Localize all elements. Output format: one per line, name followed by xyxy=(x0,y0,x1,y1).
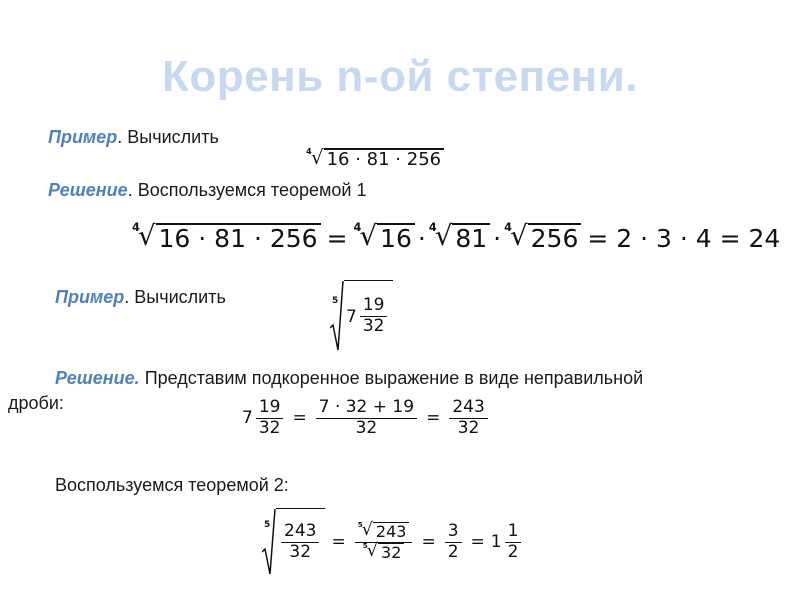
radical-index: 4 xyxy=(353,221,362,235)
multiply-dot: · xyxy=(493,223,502,253)
radical xyxy=(357,519,410,541)
denominator xyxy=(360,540,408,563)
radical-sign-icon xyxy=(262,508,276,576)
denominator: 32 xyxy=(258,417,281,438)
numerator xyxy=(355,519,413,543)
slide-title: Корень n-ой степени. xyxy=(162,52,638,101)
radicand: 256 xyxy=(528,223,582,253)
radical-index: 5 xyxy=(332,296,339,306)
example-2-radical xyxy=(330,280,393,352)
fraction xyxy=(505,522,522,562)
numerator: 3 xyxy=(445,522,462,543)
solution-2-line xyxy=(55,368,643,389)
radical-index: 5 xyxy=(357,519,363,529)
radical-sign-icon: √ xyxy=(138,220,156,253)
solution-1-label: Решение xyxy=(48,180,128,200)
radicand: 16 · 81 · 256 xyxy=(156,223,321,253)
solution-2-equation xyxy=(242,398,491,438)
fraction xyxy=(449,398,487,438)
numerator: 243 xyxy=(449,398,487,419)
fraction xyxy=(360,296,388,336)
radical-sign-icon: √ xyxy=(311,146,324,170)
radical-81 xyxy=(428,220,490,254)
radical xyxy=(362,540,405,562)
multiply-dot: · xyxy=(417,223,426,253)
radical-16 xyxy=(353,220,415,254)
radicand: 16 · 81 · 256 xyxy=(324,148,445,170)
radicand: 16 xyxy=(377,223,415,253)
radicand: 32 xyxy=(378,543,404,562)
radical-sign-icon: √ xyxy=(366,540,379,561)
mixed-whole: 7 xyxy=(242,408,253,429)
radicand xyxy=(276,508,325,576)
solution-1-line xyxy=(48,180,366,201)
theorem-2-radical xyxy=(262,508,325,576)
radical-index: 4 xyxy=(428,221,437,235)
radical-index: 4 xyxy=(504,221,512,235)
equals-sign: = xyxy=(426,408,441,429)
example-1-radical xyxy=(306,148,444,170)
radical-index: 4 xyxy=(306,146,312,157)
denominator: 2 xyxy=(507,541,519,562)
radical-index: 5 xyxy=(362,540,368,550)
numerator: 19 xyxy=(256,398,284,419)
fraction xyxy=(316,398,417,438)
fraction xyxy=(355,519,413,563)
example-1-expression xyxy=(306,148,444,170)
solution-2-line-2: дроби: xyxy=(8,393,64,413)
example-1-text: . Вычислить xyxy=(117,127,219,147)
radical-index: 5 xyxy=(264,520,271,530)
radical-sign-icon: √ xyxy=(359,220,378,253)
radical-256 xyxy=(504,220,581,254)
equals-sign: = xyxy=(421,532,436,552)
example-1-label: Пример xyxy=(48,127,118,147)
lhs-radical xyxy=(132,220,321,254)
denominator: 32 xyxy=(457,417,480,438)
radical-sign-icon: √ xyxy=(510,220,528,253)
solution-1-result: = 2 · 3 · 4 = 24 xyxy=(587,223,781,253)
fraction xyxy=(256,398,284,438)
example-1-line xyxy=(48,127,219,148)
numerator: 243 xyxy=(281,522,319,543)
theorem-2-line: Воспользуемся теоремой 2: xyxy=(55,475,289,495)
theorem-2-equation xyxy=(262,508,524,576)
equals-sign: = xyxy=(292,408,307,429)
solution-2-text: Представим подкоренное выражение в виде неправильной xyxy=(139,368,644,388)
denominator: 32 xyxy=(289,542,312,562)
numerator: 1 xyxy=(505,522,522,543)
fraction xyxy=(281,522,319,562)
radical-sign-icon: √ xyxy=(434,220,453,253)
solution-1-text: . Воспользуемся теоремой 1 xyxy=(127,180,367,200)
example-2-expression xyxy=(330,280,393,352)
equals-sign: = xyxy=(331,532,346,552)
numerator: 19 xyxy=(360,296,388,317)
denominator: 2 xyxy=(447,541,459,562)
radicand: 243 xyxy=(373,522,410,541)
fraction xyxy=(445,522,462,562)
example-2-label: Пример xyxy=(55,287,125,307)
solution-1-equation xyxy=(132,222,780,253)
radical-sign-icon xyxy=(330,280,344,352)
radical-sign-icon: √ xyxy=(361,519,373,540)
radical-index: 4 xyxy=(132,221,140,235)
equals-sign: = xyxy=(470,532,485,552)
radicand xyxy=(344,280,393,352)
equals-sign: = xyxy=(326,223,348,253)
mixed-whole: 7 xyxy=(346,306,357,327)
solution-2-label: Решение. xyxy=(55,368,140,388)
mixed-whole: 1 xyxy=(490,532,502,552)
example-2-line xyxy=(55,287,226,308)
denominator: 32 xyxy=(355,417,378,438)
radicand: 81 xyxy=(452,223,490,253)
denominator: 32 xyxy=(362,316,385,336)
example-2-text: . Вычислить xyxy=(124,287,226,307)
numerator: 7 · 32 + 19 xyxy=(316,398,417,419)
